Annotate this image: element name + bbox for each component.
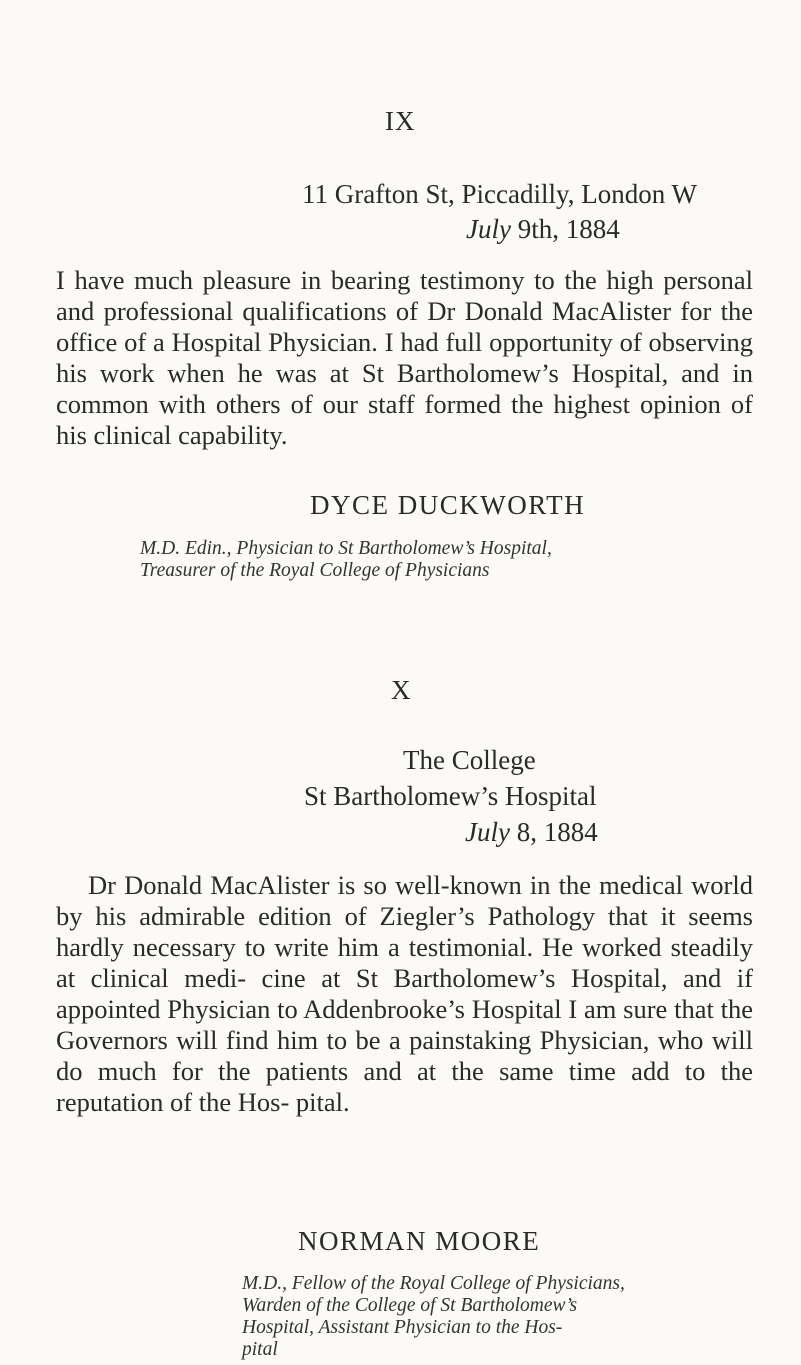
credentials-line: pital: [242, 1339, 278, 1360]
letter-ix-signature: DYCE DUCKWORTH: [310, 490, 586, 520]
letter-ix-date: [466, 214, 620, 245]
letter-x-address-line1: The College: [403, 745, 536, 775]
credentials-line: M.D., Fellow of the Royal College of Physicians,: [242, 1273, 625, 1294]
letter-x-address-line2: St Bartholomew’s Hospital: [304, 781, 597, 811]
letter-x-paragraph: Dr Donald MacAlister is so well-known in the medical world by his admirable edition of Ziegler’s Pathology that it seems hardly necessary to write him a testimonial. He worked steadily at clinical medi- cine at St Bartholomew’s Hospital, and if appointed Physician to Addenbrooke’s Hospital I am sure that the Governors will find him to be a painstaking Physician, who will do much for the patients and at the same time add to the reputation of the Hos- pital.: [56, 870, 753, 1117]
credentials-line: Warden of the College of St Bartholomew’s: [242, 1295, 578, 1316]
credentials-line: Treasurer of the Royal College of Physicians: [140, 560, 490, 581]
letter-ix-body: [56, 265, 753, 451]
letter-ix-paragraph: I have much pleasure in bearing testimony to the high personal and professional qualifications of Dr Donald MacAlister for the office of a Hospital Physician. I had full opportunity of observing his work when he was at St Bartholomew’s Hospital, and in common with others of our staff formed the highest opinion of his clinical capability.: [56, 265, 753, 450]
credentials-line: M.D. Edin., Physician to St Bartholomew’s Hospital,: [140, 538, 552, 559]
letter-ix-credentials: [140, 538, 552, 582]
letter-x-date-rest: 8, 1884: [509, 817, 598, 847]
letter-x-body: [56, 870, 753, 1118]
letter-ix-date-month: July: [466, 214, 511, 244]
letter-x-date-month: July: [465, 817, 510, 847]
letter-ix-date-rest: 9th, 1884: [510, 214, 620, 244]
letter-ix-address: 11 Grafton St, Piccadilly, London W: [302, 179, 697, 209]
letter-x-signature: NORMAN MOORE: [298, 1226, 541, 1256]
letter-x-credentials: [242, 1273, 625, 1361]
letter-x-numeral: X: [391, 675, 412, 705]
letter-ix-numeral: IX: [385, 106, 416, 136]
credentials-line: Hospital, Assistant Physician to the Hos-: [242, 1317, 563, 1338]
letter-x-date: [465, 817, 598, 848]
